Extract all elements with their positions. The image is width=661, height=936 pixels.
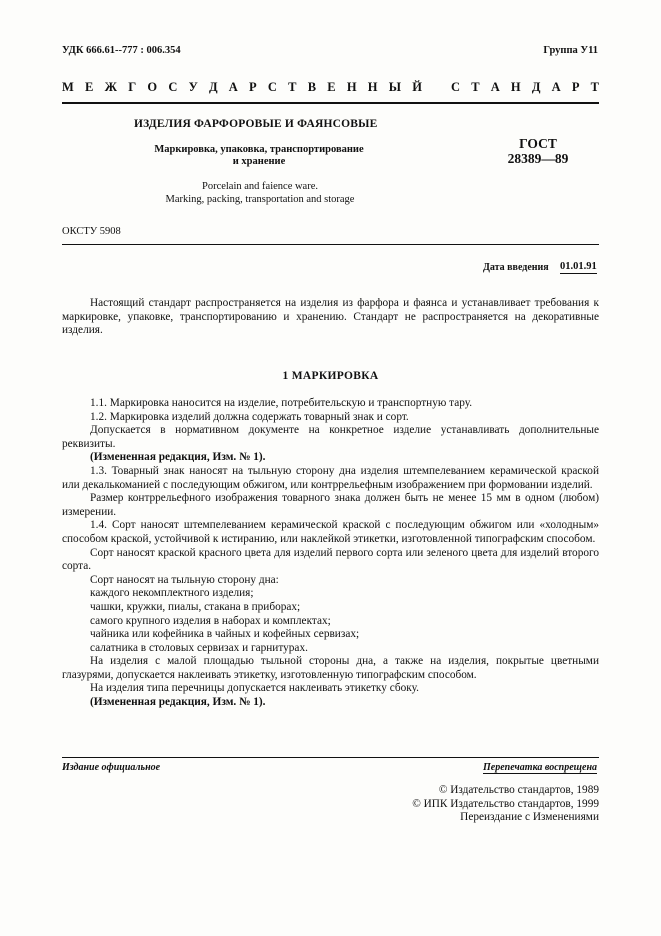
copyright-line-3: Переиздание с Изменениями bbox=[460, 811, 599, 824]
paragraph: Сорт наносят краской красного цвета для изделий первого сорта или зеленого цвета для изделий второго сорта. bbox=[62, 546, 599, 573]
heading-letter: Н bbox=[510, 80, 521, 94]
heading-letter: Ы bbox=[388, 80, 402, 94]
reprint-prohibited-note: Перепечатка воспрещена bbox=[483, 762, 597, 773]
gost-code: 28389—89 bbox=[507, 151, 569, 166]
heading-letter: Г bbox=[128, 80, 137, 94]
heading-letter: С bbox=[267, 80, 277, 94]
list-item: салатника в столовых сервизах и гарнитурах. bbox=[90, 641, 308, 654]
heading-letter: Н bbox=[346, 80, 357, 94]
heading-letter: Ж bbox=[104, 80, 117, 94]
paragraph: Размер контррельефного изображения товарного знака должен быть не менее 15 мм в одном (любом) измерении. bbox=[62, 492, 599, 518]
copyright-line-1: © Издательство стандартов, 1989 bbox=[438, 784, 599, 796]
paragraph: Допускается в нормативном документе на конкретное изделие устанавливать дополнительные реквизиты. bbox=[62, 424, 599, 450]
heading-letter: Т bbox=[288, 80, 297, 94]
amendment-note: (Измененная редакция, Изм. № 1). bbox=[90, 451, 266, 464]
heading-letter: Т bbox=[471, 80, 480, 94]
paragraph: Сорт наносят на тыльную сторону дна: bbox=[90, 573, 279, 586]
heading-letter: Т bbox=[590, 80, 599, 94]
heading-letter: У bbox=[188, 80, 198, 94]
gost-number bbox=[503, 136, 573, 166]
heading-letter: А bbox=[551, 80, 561, 94]
heading-letter: М bbox=[62, 80, 74, 94]
interstate-word-2 bbox=[451, 80, 599, 95]
list-item: каждого некомплектного изделия; bbox=[90, 587, 254, 600]
heading-letter: Е bbox=[85, 80, 94, 94]
section-body bbox=[62, 397, 599, 710]
list-item: чашки, кружки, пиалы, стакана в приборах; bbox=[90, 600, 301, 613]
heading-letter: Е bbox=[327, 80, 336, 94]
official-edition-note: Издание официальное bbox=[62, 762, 161, 773]
subtitle-line-2: и хранение bbox=[232, 156, 286, 167]
copyright-block bbox=[412, 784, 599, 825]
effective-date-label: Дата введения bbox=[483, 262, 549, 273]
document-subtitle bbox=[145, 144, 373, 168]
english-title bbox=[140, 180, 380, 206]
paragraph: 1.1. Маркировка наносится на изделие, потребительскую и транспортную тару. bbox=[90, 397, 473, 409]
heading-letter: Д bbox=[208, 80, 218, 94]
heading-letter: Р bbox=[571, 80, 580, 94]
copyright-line-2: © ИПК Издательство стандартов, 1999 bbox=[412, 797, 599, 810]
paragraph: На изделия типа перечницы допускается наклеивать этикетку сбоку. bbox=[90, 682, 419, 695]
english-title-line-1: Porcelain and faience ware. bbox=[201, 181, 319, 192]
paragraph: 1.2. Маркировка изделий должна содержать товарный знак и сорт. bbox=[90, 410, 409, 423]
intro-paragraph: Настоящий стандарт распространяется на изделия из фарфора и фаянса и устанавливает требования к маркировке, упаковке, транспортированию и хранению. Стандарт не распространяется на декоративные изделия. bbox=[62, 297, 599, 337]
gost-label: ГОСТ bbox=[519, 136, 557, 151]
heading-letter: Д bbox=[531, 80, 541, 94]
heading-letter: О bbox=[147, 80, 158, 94]
section-title-marking: 1 МАРКИРОВКА bbox=[282, 370, 379, 382]
heading-letter: А bbox=[228, 80, 238, 94]
header-rule bbox=[62, 102, 599, 104]
heading-letter: С bbox=[168, 80, 178, 94]
interstate-standard-heading bbox=[62, 80, 599, 103]
paragraph: 1.4. Сорт наносят штемпелеванием керамической краской с последующим обжигом или «холодным» способом краской, устойчивой к истиранию, или наклейкой этикетки, изготовленной типографским способом. bbox=[62, 519, 599, 545]
list-item: чайника или кофейника в чайных и кофейных сервизах; bbox=[90, 628, 360, 641]
heading-letter: В bbox=[307, 80, 317, 94]
heading-letter: Н bbox=[367, 80, 378, 94]
footer-rule bbox=[62, 757, 599, 758]
heading-letter: Й bbox=[412, 80, 422, 94]
english-title-line-2: Marking, packing, transportation and storage bbox=[165, 194, 355, 205]
udk-code: УДК 666.61--777 : 006.354 bbox=[62, 45, 181, 56]
effective-date-value: 01.01.91 bbox=[560, 261, 597, 272]
okstu-code: ОКСТУ 5908 bbox=[62, 226, 121, 237]
paragraph: На изделия с малой площадью тыльной стороны дна, а также на изделия, покрытые цветными глазурями, допускается наклеивать этикетку, изготовленную типографским способом. bbox=[62, 655, 599, 681]
paragraph: 1.3. Товарный знак наносят на тыльную сторону дна изделия штемпелеванием керамической краской или декалькоманией с последующим обжигом, или контррельефным изображением при формовании изделий. bbox=[62, 464, 599, 491]
subtitle-line-1: Маркировка, упаковка, транспортирование bbox=[154, 144, 364, 155]
list-item: самого крупного изделия в наборах и комплектах; bbox=[90, 614, 331, 627]
heading-letter: Р bbox=[249, 80, 257, 94]
heading-letter: С bbox=[451, 80, 461, 94]
interstate-word-1 bbox=[62, 80, 422, 95]
group-code: Группа У11 bbox=[543, 45, 598, 56]
okstu-rule bbox=[62, 244, 599, 245]
heading-letter: А bbox=[490, 80, 500, 94]
amendment-note: (Измененная редакция, Изм. № 1). bbox=[90, 696, 266, 709]
document-title: ИЗДЕЛИЯ ФАРФОРОВЫЕ И ФАЯНСОВЫЕ bbox=[134, 118, 378, 130]
